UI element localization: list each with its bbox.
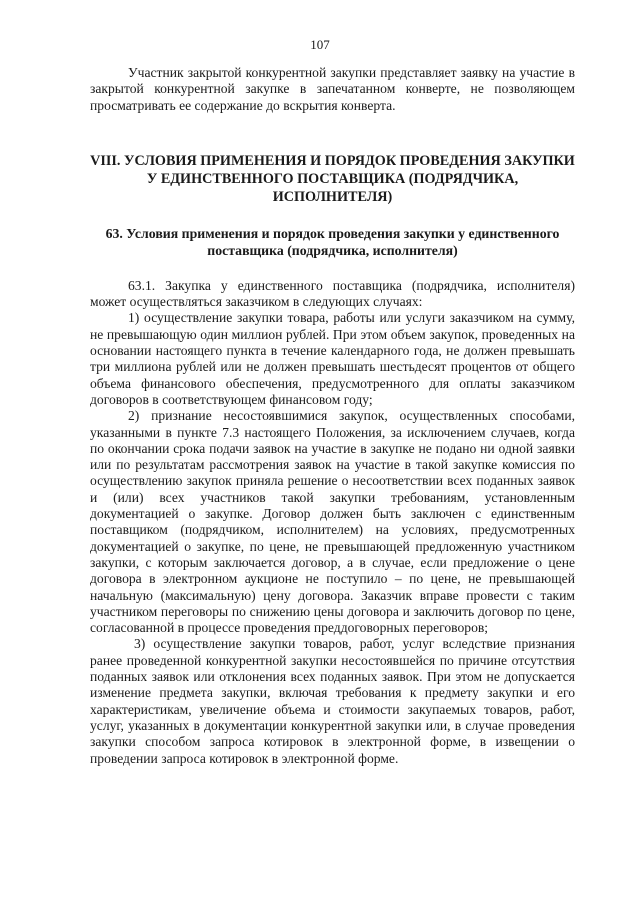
clause-lead-paragraph: 63.1. Закупка у единственного поставщика (подрядчика, исполнителя) может осуществляться заказчиком в следующих случаях: (90, 277, 575, 310)
page-content (90, 65, 575, 767)
clause-item-2: 2) признание несостоявшимися закупок, осуществленных способами, указанными в пункте 7.3 настоящего Положения, за исключением случаев, когда по окончании срока подачи заявок на участие в закупке не подано ни одной заявки или по результатам рассмотрения заявок на участие в такой закупке комиссия по осуществлению закупок приняла решение о несоответствии всех поданных заявок и (или) всех участников такой закупки требованиям, установленным документацией о закупке. Договор должен быть заключен с единственным поставщиком (подрядчиком, исполнителем) на условиях, предусмотренных документацией о закупке, по цене, не превышающей предложенную участником закупки, с которым заключается договор, а в случае, если предложение о цене договора в электронном аукционе не поступило – по цене, не превышающей начальную (максимальную) цену договора. Заказчик вправе провести с таким участником переговоры по снижению цены договора и заключить договор по цене, согласованной в процессе проведения преддоговорных переговоров; (90, 408, 575, 636)
intro-paragraph: Участник закрытой конкурентной закупки представляет заявку на участие в закрытой конкурентной закупке в запечатанном конверте, не позволяющем просматривать ее содержание до вскрытия конверта. (90, 65, 575, 113)
clause-item-3: 3) осуществление закупки товаров, работ, услуг вследствие признания ранее проведенной конкурентной закупки несостоявшейся по причине отсутствия поданных заявок или отклонения всех поданных заявок. При этом не допускается изменение предмета закупки, включая требования к предмету закупки и его характеристикам, увеличение объема и стоимости закупаемых товаров, работ, услуг, указанных в документации конкурентной закупки или, в случае проведения закупки способом запроса котировок в электронной форме, в извещении о проведении запроса котировок в электронной форме. (90, 636, 575, 766)
subsection-heading: 63. Условия применения и порядок проведения закупки у единственного поставщика (подрядчика, исполнителя) (105, 225, 560, 258)
section-heading: VIII. УСЛОВИЯ ПРИМЕНЕНИЯ И ПОРЯДОК ПРОВЕДЕНИЯ ЗАКУПКИ У ЕДИНСТВЕННОГО ПОСТАВЩИКА (ПОДРЯДЧИКА, ИСПОЛНИТЕЛЯ) (90, 152, 575, 205)
clause-item-1: 1) осуществление закупки товара, работы или услуги заказчиком на сумму, не превышающую один миллион рублей. При этом объем закупок, проведенных на основании настоящего пункта в течение календарного года, не должен превышать три миллиона рублей или не должен превышать шестьдесят процентов от общего объема финансового обеспечения, предусмотренного для оплаты заказчиком договоров в соответствующем финансовом году; (90, 310, 575, 407)
page-number: 107 (310, 37, 330, 52)
